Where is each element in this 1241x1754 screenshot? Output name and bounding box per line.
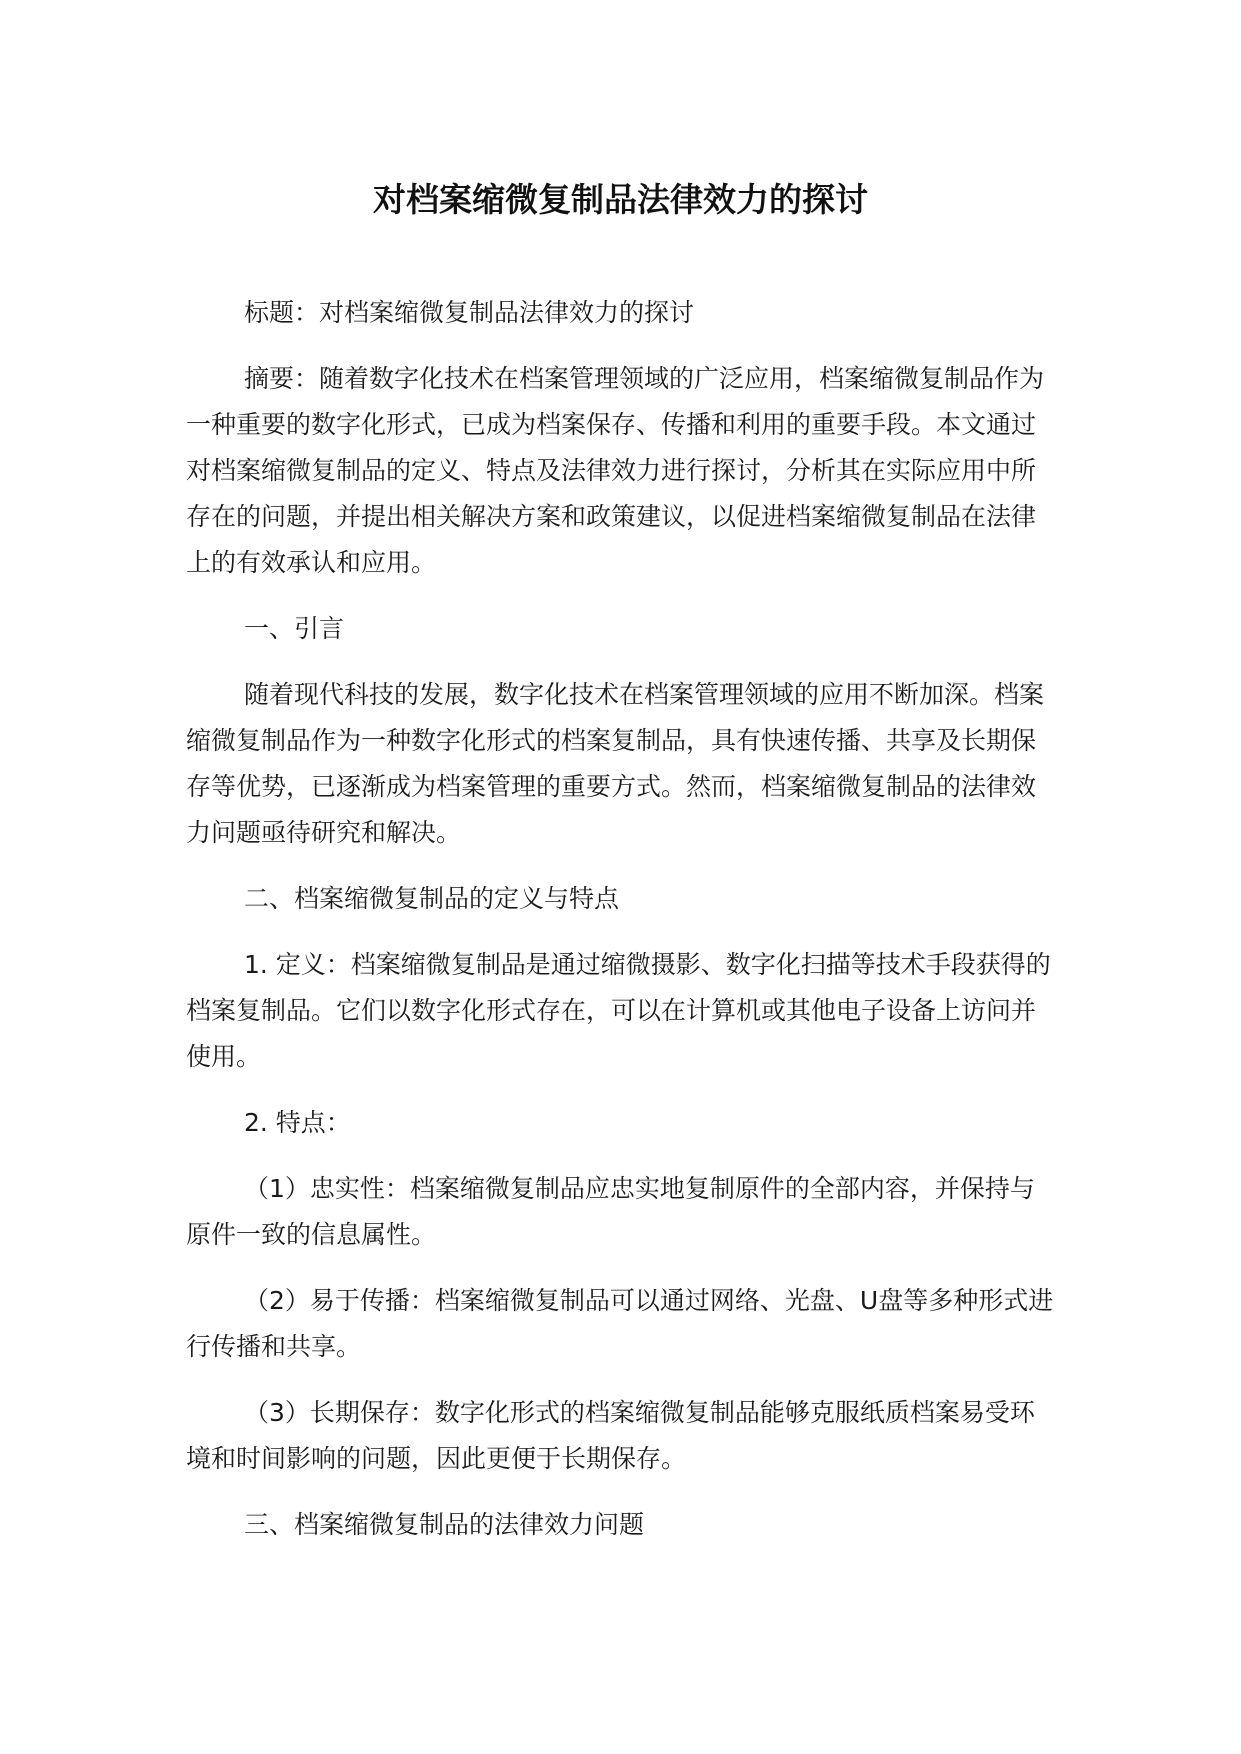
paragraph-feature-fidelity: （1）忠实性：档案缩微复制品应忠实地复制原件的全部内容，并保持与原件一致的信息属性。	[186, 1174, 1035, 1249]
paragraph-abstract: 摘要：随着数字化技术在档案管理领域的广泛应用，档案缩微复制品作为一种重要的数字化形式，已成为档案保存、传播和利用的重要手段。本文通过对档案缩微复制品的定义、特点及法律效力进行探讨，分析其在实际应用中所存在的问题，并提出相关解决方案和政策建议，以促进档案缩微复制品在法律上的有效承认和应用。	[186, 364, 1045, 577]
paragraph-introduction: 随着现代科技的发展，数字化技术在档案管理领域的应用不断加深。档案缩微复制品作为一种数字化形式的档案复制品，具有快速传播、共享及长期保存等优势，已逐渐成为档案管理的重要方式。然而，档案缩微复制品的法律效力问题亟待研究和解决。	[186, 680, 1045, 847]
section-heading-introduction: 一、引言	[244, 614, 345, 643]
section-heading-definition: 二、档案缩微复制品的定义与特点	[244, 884, 620, 913]
paragraph-title-line: 标题：对档案缩微复制品法律效力的探讨	[244, 298, 695, 327]
paragraph-feature-dissemination: （2）易于传播：档案缩微复制品可以通过网络、光盘、U盘等多种形式进行传播和共享。	[186, 1286, 1054, 1361]
document-body	[186, 290, 1056, 1568]
document-title: 对档案缩微复制品法律效力的探讨	[373, 180, 868, 219]
section-heading-legal-issues: 三、档案缩微复制品的法律效力问题	[244, 1510, 645, 1539]
paragraph-features-heading: 2. 特点：	[244, 1108, 351, 1137]
paragraph-definition: 1. 定义：档案缩微复制品是通过缩微摄影、数字化扫描等技术手段获得的档案复制品。它们以数字化形式存在，可以在计算机或其他电子设备上访问并使用。	[186, 950, 1051, 1071]
paragraph-feature-preservation: （3）长期保存：数字化形式的档案缩微复制品能够克服纸质档案易受环境和时间影响的问题，因此更便于长期保存。	[186, 1398, 1035, 1473]
